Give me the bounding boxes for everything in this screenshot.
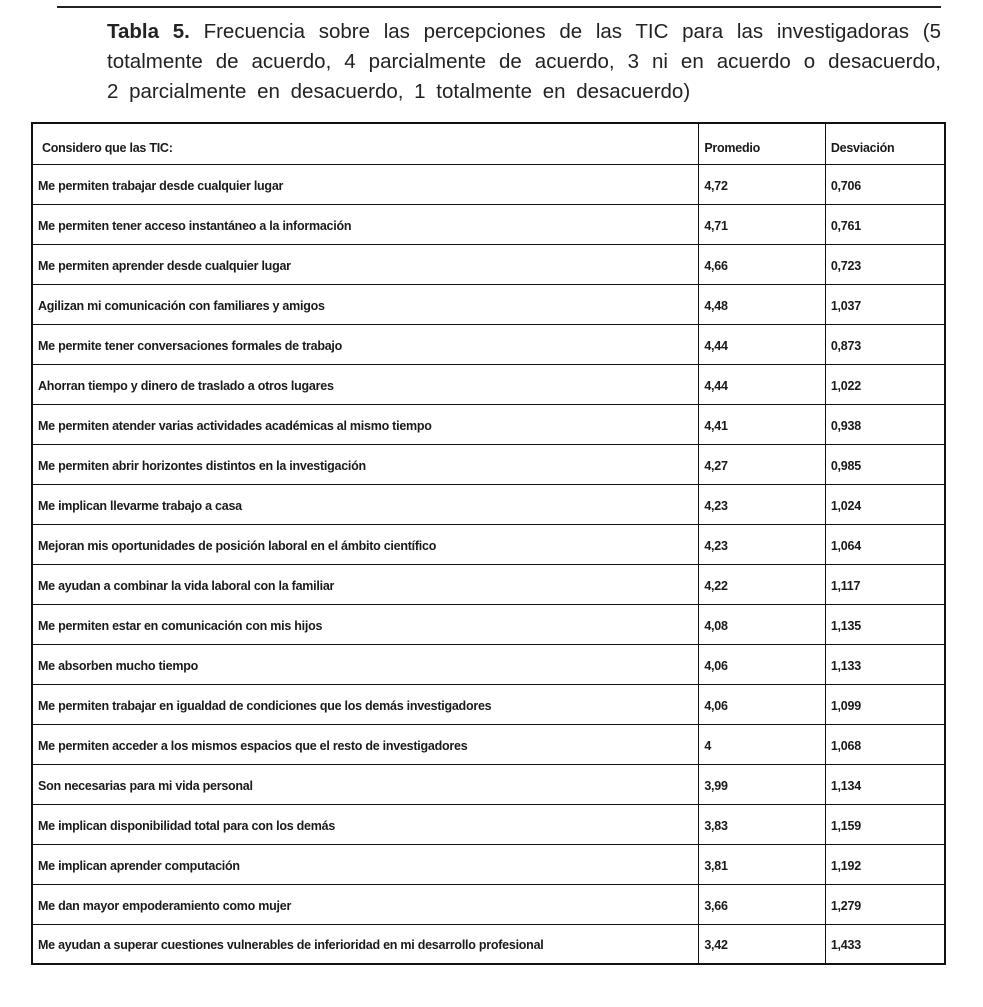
cell-promedio: 3,81 <box>699 844 826 884</box>
cell-promedio: 4,44 <box>699 324 826 364</box>
cell-desviacion: 1,068 <box>825 724 945 764</box>
cell-statement: Me implican aprender computación <box>32 844 699 884</box>
table-row <box>32 164 945 204</box>
cell-desviacion: 1,133 <box>825 644 945 684</box>
cell-promedio: 4,27 <box>699 444 826 484</box>
cell-promedio: 4,23 <box>699 524 826 564</box>
cell-desviacion: 0,873 <box>825 324 945 364</box>
cell-statement: Me implican llevarme trabajo a casa <box>32 484 699 524</box>
cell-statement: Mejoran mis oportunidades de posición laboral en el ámbito científico <box>32 524 699 564</box>
top-rule <box>57 6 941 8</box>
cell-statement: Me permiten tener acceso instantáneo a la información <box>32 204 699 244</box>
table-row <box>32 564 945 604</box>
cell-desviacion: 0,938 <box>825 404 945 444</box>
cell-statement: Agilizan mi comunicación con familiares y amigos <box>32 284 699 324</box>
cell-promedio: 4,22 <box>699 564 826 604</box>
table-row <box>32 484 945 524</box>
cell-statement: Me ayudan a superar cuestiones vulnerables de inferioridad en mi desarrollo profesional <box>32 924 699 964</box>
caption-line-1: Tabla 5. Frecuencia sobre las percepciones de las TIC para las investigadoras (5 <box>107 20 941 43</box>
table-header-row <box>32 123 945 164</box>
cell-statement: Me absorben mucho tiempo <box>32 644 699 684</box>
cell-desviacion: 1,134 <box>825 764 945 804</box>
cell-promedio: 3,66 <box>699 884 826 924</box>
cell-desviacion: 0,761 <box>825 204 945 244</box>
cell-statement: Me permite tener conversaciones formales de trabajo <box>32 324 699 364</box>
table-row <box>32 204 945 244</box>
cell-promedio: 4,06 <box>699 644 826 684</box>
cell-desviacion: 1,099 <box>825 684 945 724</box>
cell-desviacion: 1,135 <box>825 604 945 644</box>
cell-statement: Son necesarias para mi vida personal <box>32 764 699 804</box>
header-desviacion: Desviación <box>825 123 945 164</box>
table-row <box>32 444 945 484</box>
cell-promedio: 4,71 <box>699 204 826 244</box>
table-row <box>32 644 945 684</box>
caption-label: Tabla 5. <box>107 20 190 43</box>
cell-promedio: 4,23 <box>699 484 826 524</box>
cell-promedio: 3,42 <box>699 924 826 964</box>
table-row <box>32 244 945 284</box>
caption-line-2: totalmente de acuerdo, 4 parcialmente de acuerdo, 3 ni en acuerdo o desacuerdo, <box>107 50 941 73</box>
cell-promedio: 4,08 <box>699 604 826 644</box>
header-statement: Considero que las TIC: <box>32 123 699 164</box>
table-row <box>32 604 945 644</box>
table-row <box>32 884 945 924</box>
table-row <box>32 364 945 404</box>
cell-desviacion: 1,037 <box>825 284 945 324</box>
cell-promedio: 4,06 <box>699 684 826 724</box>
cell-statement: Me permiten trabajar en igualdad de condiciones que los demás investigadores <box>32 684 699 724</box>
table-row <box>32 524 945 564</box>
cell-desviacion: 1,064 <box>825 524 945 564</box>
cell-statement: Me permiten acceder a los mismos espacios que el resto de investigadores <box>32 724 699 764</box>
cell-statement: Me permiten trabajar desde cualquier lugar <box>32 164 699 204</box>
cell-statement: Ahorran tiempo y dinero de traslado a otros lugares <box>32 364 699 404</box>
cell-desviacion: 1,159 <box>825 804 945 844</box>
cell-promedio: 4 <box>699 724 826 764</box>
table-row <box>32 284 945 324</box>
cell-promedio: 4,66 <box>699 244 826 284</box>
cell-promedio: 4,72 <box>699 164 826 204</box>
table-row <box>32 324 945 364</box>
cell-promedio: 3,99 <box>699 764 826 804</box>
cell-desviacion: 1,117 <box>825 564 945 604</box>
table-row <box>32 764 945 804</box>
cell-desviacion: 1,433 <box>825 924 945 964</box>
cell-promedio: 4,48 <box>699 284 826 324</box>
table-caption <box>107 17 941 107</box>
cell-statement: Me permiten estar en comunicación con mis hijos <box>32 604 699 644</box>
perceptions-table <box>31 122 946 965</box>
table-row <box>32 724 945 764</box>
cell-statement: Me implican disponibilidad total para con los demás <box>32 804 699 844</box>
cell-statement: Me permiten aprender desde cualquier lugar <box>32 244 699 284</box>
cell-desviacion: 1,022 <box>825 364 945 404</box>
cell-statement: Me ayudan a combinar la vida laboral con la familiar <box>32 564 699 604</box>
cell-promedio: 4,44 <box>699 364 826 404</box>
table-row <box>32 804 945 844</box>
cell-desviacion: 0,723 <box>825 244 945 284</box>
cell-desviacion: 1,024 <box>825 484 945 524</box>
caption-line-3: 2 parcialmente en desacuerdo, 1 totalmente en desacuerdo) <box>107 80 691 103</box>
cell-promedio: 4,41 <box>699 404 826 444</box>
cell-desviacion: 1,279 <box>825 884 945 924</box>
table-row <box>32 844 945 884</box>
header-promedio: Promedio <box>699 123 826 164</box>
cell-desviacion: 0,985 <box>825 444 945 484</box>
cell-statement: Me dan mayor empoderamiento como mujer <box>32 884 699 924</box>
cell-desviacion: 0,706 <box>825 164 945 204</box>
table-row <box>32 684 945 724</box>
table-row <box>32 404 945 444</box>
cell-statement: Me permiten abrir horizontes distintos en la investigación <box>32 444 699 484</box>
cell-promedio: 3,83 <box>699 804 826 844</box>
table-row <box>32 924 945 964</box>
cell-statement: Me permiten atender varias actividades académicas al mismo tiempo <box>32 404 699 444</box>
cell-desviacion: 1,192 <box>825 844 945 884</box>
